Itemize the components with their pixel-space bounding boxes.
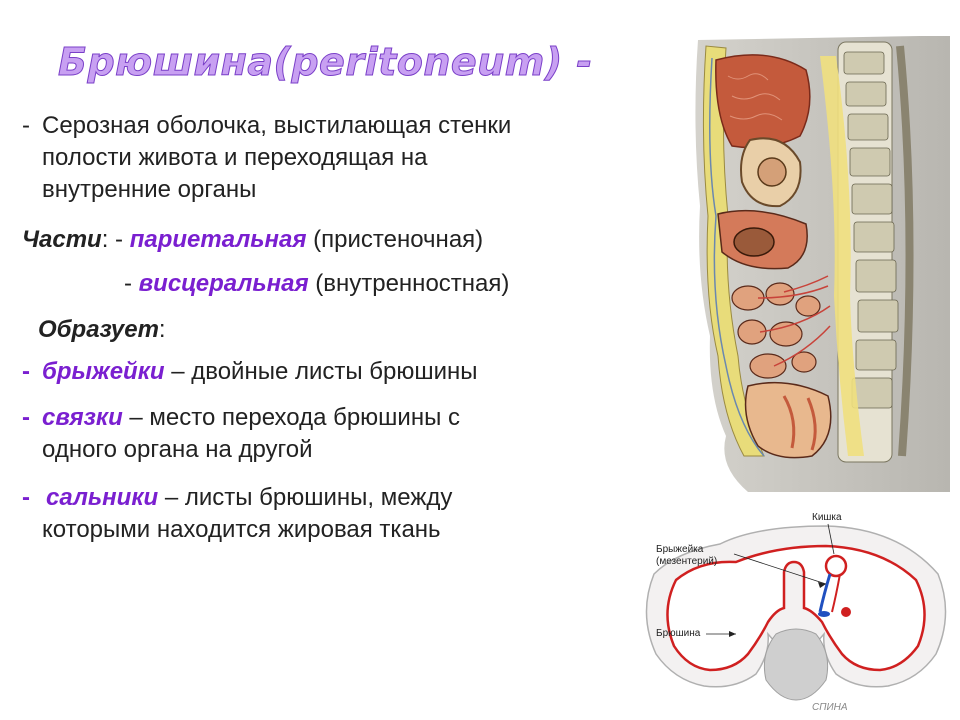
list-item-ligaments-line-2: одного органа на другой <box>42 436 313 463</box>
item-text: – листы брюшины, между <box>158 484 453 511</box>
label-peritoneum: Брюшина <box>656 628 701 639</box>
parietal-term: париетальная <box>129 226 307 253</box>
item-term: сальники <box>46 484 159 511</box>
list-item-mesentery <box>42 356 478 387</box>
forms-label: Образует <box>38 316 159 343</box>
parietal-note: (пристеночная) <box>306 226 484 253</box>
definition-line-2: полости живота и переходящая на <box>42 144 428 171</box>
intestine-icon <box>826 556 846 576</box>
visceral-term: висцеральная <box>138 270 309 297</box>
parts-line-visceral <box>124 268 509 299</box>
peritoneum-cross-section-diagram <box>636 504 956 716</box>
parts-colon-dash: : - <box>101 226 130 253</box>
slide-title: Брюшина(peritoneum) - <box>58 40 593 84</box>
label-mesentery: Брыжейка <box>656 544 704 555</box>
forms-colon: : <box>158 316 166 343</box>
label-back: СПИНА <box>812 702 848 713</box>
list-item-omenta-line-2: которыми находится жировая ткань <box>42 516 441 543</box>
liver <box>716 55 810 148</box>
parts-line-parietal <box>22 224 483 255</box>
list-item-ligaments <box>42 402 460 433</box>
definition-dash: - <box>22 112 30 139</box>
label-intestine: Кишка <box>812 512 842 523</box>
vein-icon <box>818 611 830 617</box>
visceral-dash: - <box>124 270 139 297</box>
vertebra-icon <box>764 629 827 700</box>
item-term: брыжейки <box>42 358 165 385</box>
item-dash: - <box>22 484 30 511</box>
list-item-omenta <box>46 482 452 513</box>
label-mesentery-note: (мезентерий) <box>656 556 718 567</box>
item-term: связки <box>42 404 123 431</box>
item-text: – двойные листы брюшины <box>164 358 478 385</box>
item-dash: - <box>22 404 30 431</box>
definition-line-1: Серозная оболочка, выстилающая стенки <box>42 112 512 139</box>
artery-icon <box>841 607 851 617</box>
item-text: – место перехода брюшины с <box>122 404 461 431</box>
forms-heading <box>38 314 166 345</box>
visceral-note: (внутренностная) <box>308 270 510 297</box>
pelvic-organs <box>746 383 831 458</box>
definition-line-3: внутренние органы <box>42 176 257 203</box>
item-dash: - <box>22 358 30 385</box>
sagittal-section-illustration <box>688 36 950 492</box>
parts-label: Части <box>22 226 102 253</box>
